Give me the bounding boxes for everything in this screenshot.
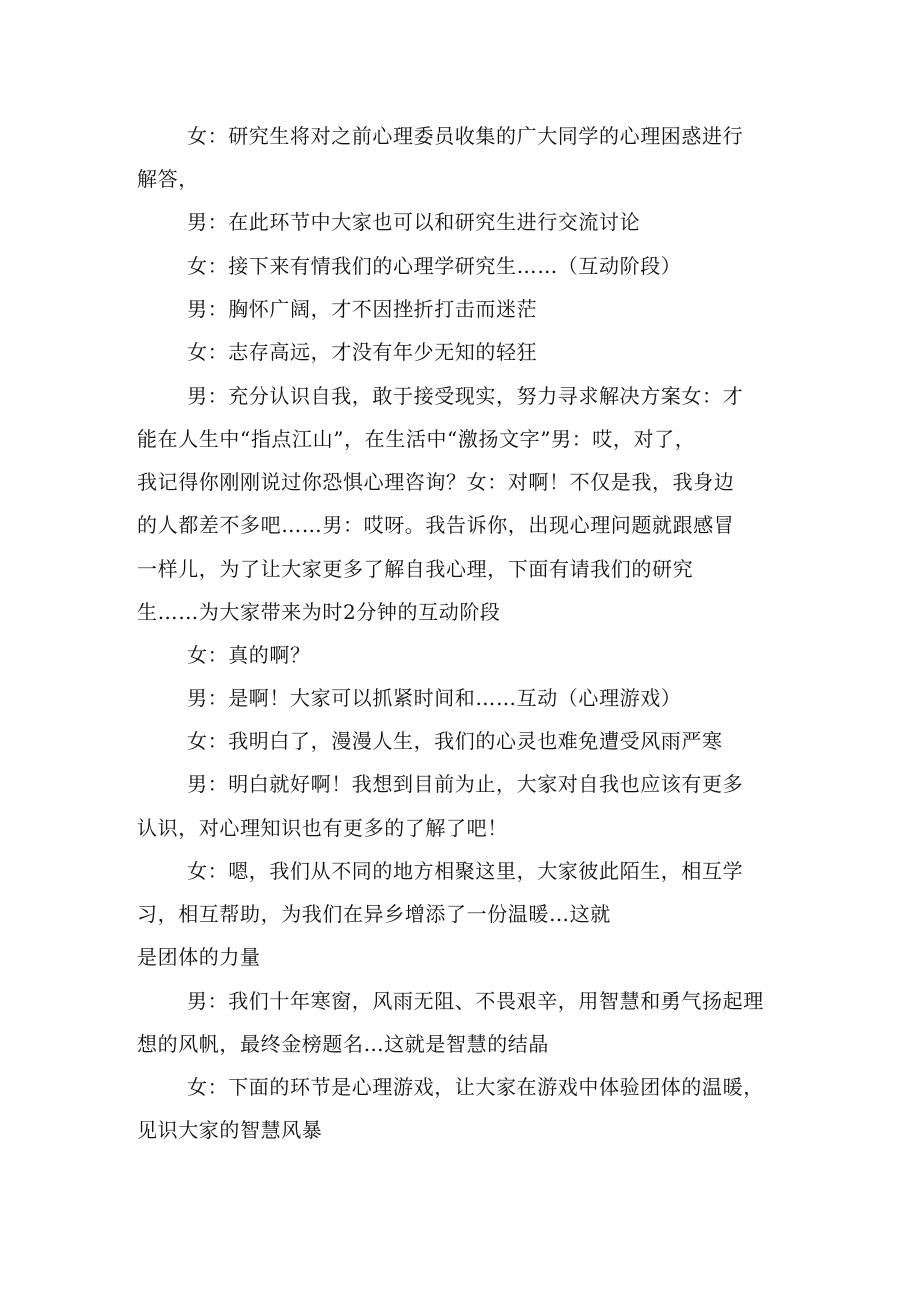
text-line: 习，相互帮助，为我们在异乡增添了一份温暖…这就: [137, 902, 611, 926]
text-line: 男：胸怀广阔，才不因挫折打击而迷茫: [187, 297, 538, 321]
text-line: 是团体的力量: [137, 945, 261, 969]
text-line: 女：嗯，我们从不同的地方相聚这里，大家彼此陌生，相互学: [187, 859, 744, 883]
text-line: 男：我们十年寒窗，风雨无阻、不畏艰辛，用智慧和勇气扬起理: [187, 989, 764, 1013]
text-line: 认识，对心理知识也有更多的了解了吧！: [137, 816, 508, 840]
text-line: 解答，: [137, 167, 199, 191]
text-line: 女：志存高远，才没有年少无知的轻狂: [187, 340, 538, 364]
text-line: 男：在此环节中大家也可以和研究生进行交流讨论: [187, 210, 641, 234]
text-line: 男：充分认识自我，敢于接受现实，努力寻求解决方案女：才: [187, 384, 744, 408]
text-line: 男：是啊！大家可以抓紧时间和……互动（心理游戏）: [187, 686, 682, 710]
text-line: 能在人生中“指点江山”，在生活中“激扬文字”男：哎，对了，: [137, 427, 696, 451]
text-line: 女：接下来有情我们的心理学研究生……（互动阶段）: [187, 254, 682, 278]
text-line: 女：下面的环节是心理游戏，让大家在游戏中体验团体的温暖，: [187, 1075, 764, 1099]
text-line: 生……为大家带来为时2分钟的互动阶段: [137, 600, 501, 624]
text-line: 女：我明白了，漫漫人生，我们的心灵也难免遭受风雨严寒: [187, 729, 723, 753]
text-line: 男：明白就好啊！我想到目前为止，大家对自我也应该有更多: [187, 772, 744, 796]
text-line: 女：研究生将对之前心理委员收集的广大同学的心理困惑进行: [187, 124, 744, 148]
text-line: 女：真的啊？: [187, 643, 311, 667]
text-line: 见识大家的智慧风暴: [137, 1118, 323, 1142]
text-line: 我记得你刚刚说过你恐惧心理咨询？女：对啊！不仅是我，我身边: [137, 470, 735, 494]
text-line: 的人都差不多吧……男：哎呀。我告诉你，出现心理问题就跟感冒: [137, 513, 735, 537]
text-line: 想的风帆，最终金榜题名…这就是智慧的结晶: [137, 1032, 549, 1056]
text-line: 一样儿，为了让大家更多了解自我心理，下面有请我们的研究: [137, 557, 694, 581]
